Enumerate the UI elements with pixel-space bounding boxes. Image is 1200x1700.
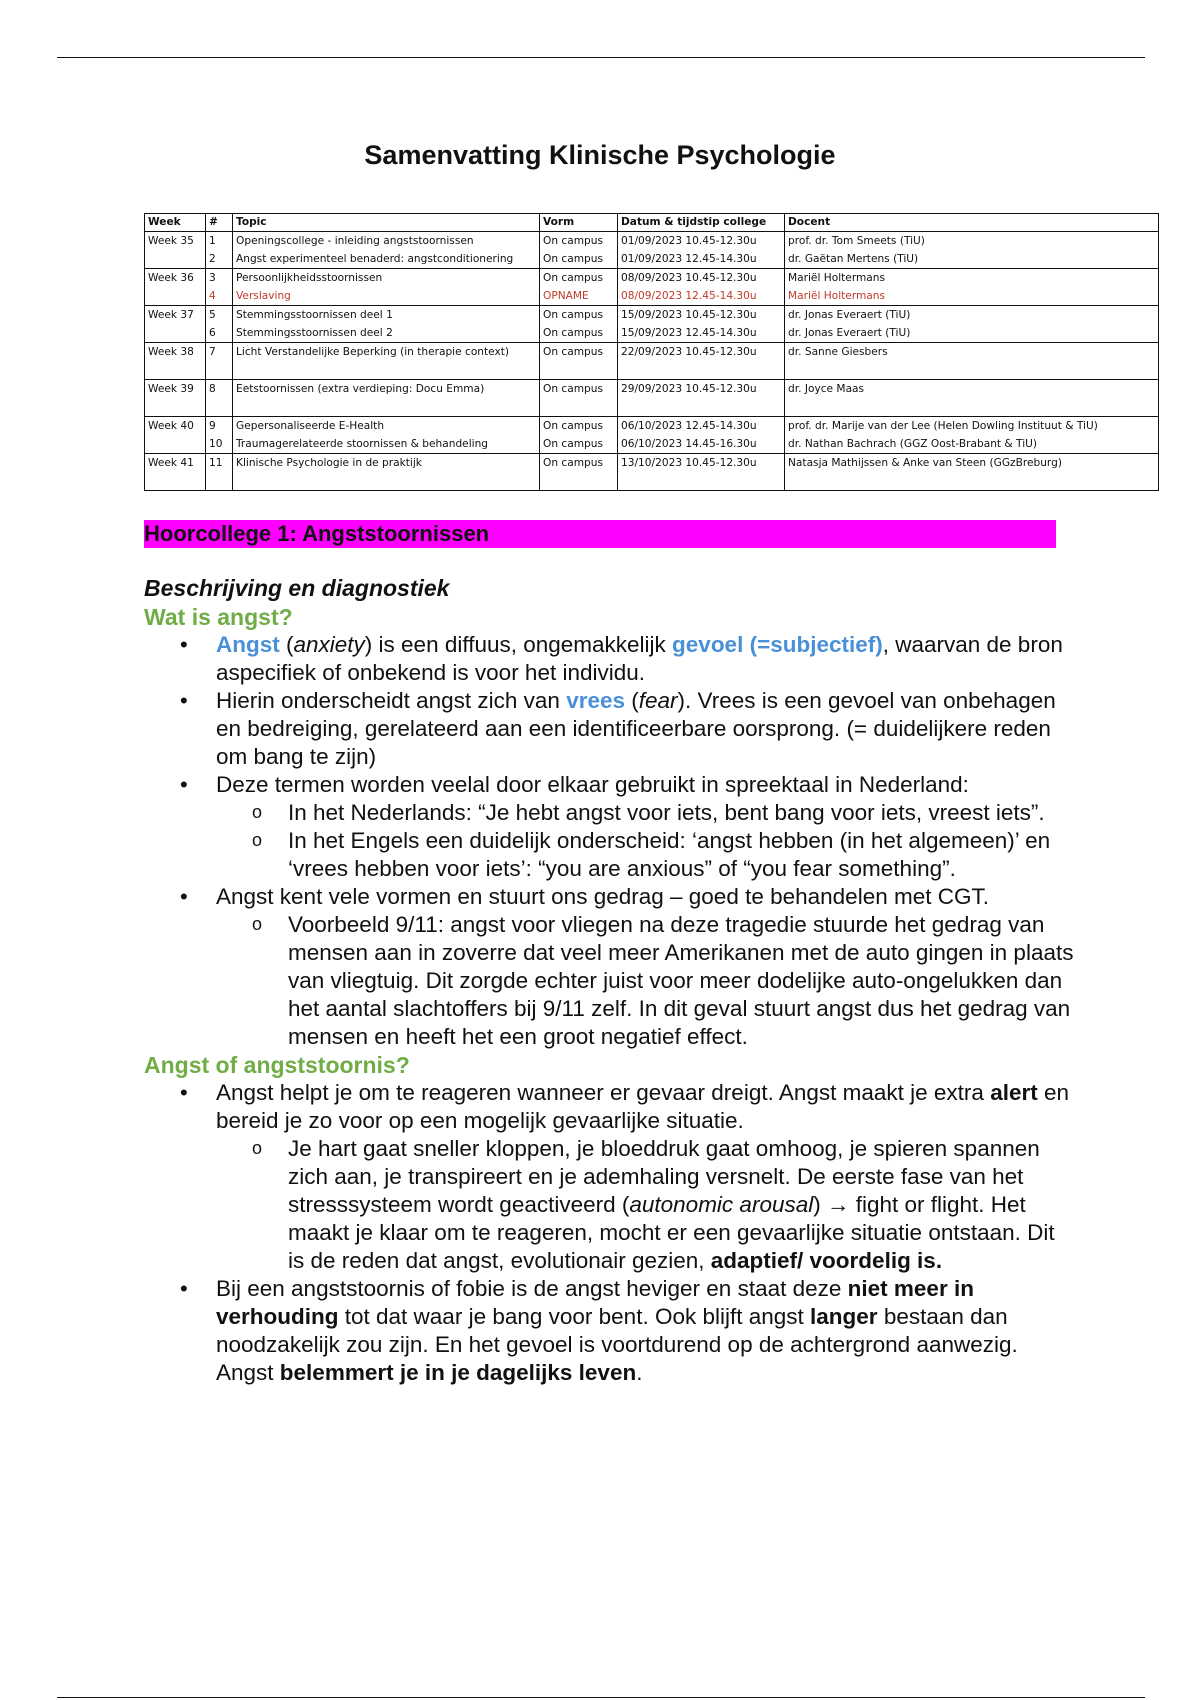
table-row [145, 343, 1159, 380]
cell-week: Week 38 [148, 346, 194, 358]
text: Angst helpt je om te reageren wanneer er gevaar dreigt. Angst maakt je extra [216, 1080, 991, 1105]
cell-num: 4 [209, 290, 216, 302]
sub-list-item: o In het Engels een duidelijk onderscheid: ‘angst hebben (in het algemeen)’ en ‘vrees hebben voor iets’: “you are anxious” of “you fear something”. [216, 827, 1074, 883]
subheading-angst-of-angststoornis: Angst of angststoornis? [144, 1052, 410, 1078]
cell-datum: 13/10/2023 10.45-12.30u [621, 457, 757, 469]
cell-vorm: On campus [543, 253, 604, 265]
cell-vorm: On campus [543, 309, 604, 321]
cell-docent: dr. Jonas Everaert (TiU) [788, 327, 911, 339]
term-adaptief: adaptief/ voordelig is. [710, 1248, 943, 1273]
cell-topic: Eetstoornissen (extra verdieping: Docu Emma) [236, 383, 485, 395]
cell-topic: Licht Verstandelijke Beperking (in therapie context) [236, 346, 510, 358]
cell-vorm: On campus [543, 457, 604, 469]
cell-topic: Stemmingsstoornissen deel 1 [236, 309, 393, 321]
cell-num: 8 [209, 383, 216, 395]
cell-num: 5 [209, 309, 216, 321]
sub-list-item: o In het Nederlands: “Je hebt angst voor iets, bent bang voor iets, vreest iets”. [216, 799, 1074, 827]
list-item [144, 687, 1074, 771]
cell-datum: 08/09/2023 12.45-14.30u [621, 290, 757, 302]
col-topic: Topic [233, 214, 540, 232]
cell-week: Week 41 [148, 457, 194, 469]
cell-datum: 01/09/2023 12.45-14.30u [621, 253, 757, 265]
cell-datum: 22/09/2023 10.45-12.30u [621, 346, 757, 358]
cell-docent: dr. Gaëtan Mertens (TiU) [788, 253, 919, 265]
cell-week: Week 36 [148, 272, 194, 284]
cell-num: 11 [209, 457, 223, 469]
term-belemmert: belemmert je in je dagelijks leven [279, 1360, 637, 1385]
schedule-table [144, 213, 1159, 491]
cell-docent: dr. Sanne Giesbers [788, 346, 888, 358]
text: Hierin onderscheidt angst zich van [216, 688, 567, 713]
term-fear: fear [638, 688, 678, 713]
sub-list [216, 799, 1074, 883]
cell-num: 7 [209, 346, 216, 358]
text: ( [279, 632, 294, 657]
cell-datum: 15/09/2023 12.45-14.30u [621, 327, 757, 339]
bullet-list [144, 1079, 1074, 1387]
col-num: # [206, 214, 233, 232]
cell-datum: 29/09/2023 10.45-12.30u [621, 383, 757, 395]
cell-week: Week 39 [148, 383, 194, 395]
table-row [145, 417, 1159, 454]
col-datum: Datum & tijdstip college [618, 214, 785, 232]
cell-topic: Verslaving [236, 290, 291, 302]
cell-docent: Mariël Holtermans [788, 290, 886, 302]
page-title: Samenvatting Klinische Psychologie [364, 140, 836, 170]
term-autonomic-arousal: autonomic arousal [629, 1192, 814, 1217]
cell-docent: Mariël Holtermans [788, 272, 886, 284]
sub-list [216, 911, 1074, 1051]
lecture-content [144, 573, 1074, 1387]
list-item [144, 1275, 1074, 1387]
cell-docent: dr. Joyce Maas [788, 383, 865, 395]
col-vorm: Vorm [540, 214, 618, 232]
cell-vorm: OPNAME [543, 290, 589, 302]
cell-topic: Persoonlijkheidsstoornissen [236, 272, 383, 284]
cell-docent: dr. Nathan Bachrach (GGZ Oost-Brabant & TiU) [788, 438, 1038, 450]
cell-vorm: On campus [543, 346, 604, 358]
term-langer: langer [810, 1304, 878, 1329]
text: . [636, 1360, 643, 1385]
term-gevoel: gevoel (=subjectief) [672, 632, 883, 657]
sub-list [216, 1135, 1074, 1275]
cell-datum: 15/09/2023 10.45-12.30u [621, 309, 757, 321]
cell-vorm: On campus [543, 235, 604, 247]
table-row [145, 306, 1159, 343]
text: bestaan dan noodzakelijk zou zijn. En het gevoel is voortdurend op de achtergrond aanwezig. Angst [216, 1304, 1018, 1385]
cell-topic: Angst experimenteel benaderd: angstconditionering [236, 253, 514, 265]
cell-datum: 01/09/2023 10.45-12.30u [621, 235, 757, 247]
cell-num: 2 [209, 253, 216, 265]
text: Angst kent vele vormen en stuurt ons gedrag – goed te behandelen met CGT. [216, 884, 989, 909]
cell-docent: prof. dr. Tom Smeets (TiU) [788, 235, 925, 247]
term-niet-meer-in-verhouding: niet meer in verhouding [216, 1276, 974, 1329]
bullet-list [144, 631, 1074, 1051]
cell-docent: dr. Jonas Everaert (TiU) [788, 309, 911, 321]
term-vrees: vrees [566, 688, 626, 713]
lecture-title: Hoorcollege 1: Angststoornissen [144, 520, 1056, 548]
text: , waarvan de bron aspecifiek of onbekend is voor het individu. [216, 632, 1063, 685]
list-item [144, 631, 1074, 687]
cell-vorm: On campus [543, 383, 604, 395]
list-item [144, 1079, 1074, 1275]
cell-week: Week 37 [148, 309, 194, 321]
term-angst: Angst [216, 632, 280, 657]
cell-datum: 06/10/2023 14.45-16.30u [621, 438, 757, 450]
cell-topic: Stemmingsstoornissen deel 2 [236, 327, 393, 339]
table-row [145, 232, 1159, 269]
header-rule [57, 57, 1145, 58]
cell-week: Week 35 [148, 235, 194, 247]
table-row [145, 454, 1159, 491]
cell-vorm: On campus [543, 327, 604, 339]
text: ( [625, 688, 639, 713]
text: Deze termen worden veelal door elkaar gebruikt in spreektaal in Nederland: [216, 772, 969, 797]
cell-vorm: On campus [543, 438, 604, 450]
text: ). Vrees is een gevoel van onbehagen en bedreiging, gerelateerd aan een identificeerbare oorsprong. (= duidelijkere reden om bang te zijn) [216, 688, 1056, 769]
cell-docent: prof. dr. Marije van der Lee (Helen Dowling Instituut & TiU) [788, 420, 1098, 432]
list-item [144, 771, 1074, 883]
cell-num: 9 [209, 420, 216, 432]
cell-datum: 08/09/2023 10.45-12.30u [621, 272, 757, 284]
cell-num: 10 [209, 438, 223, 450]
text: tot dat waar je bang voor bent. Ook blijft angst [338, 1304, 811, 1329]
text: Bij een angststoornis of fobie is de angst heviger en staat deze [216, 1276, 848, 1301]
term-alert: alert [990, 1080, 1038, 1105]
section-heading: Beschrijving en diagnostiek [144, 575, 450, 601]
col-docent: Docent [785, 214, 1159, 232]
sub-list-item: o Voorbeeld 9/11: angst voor vliegen na deze tragedie stuurde het gedrag van mensen aan in zoverre dat veel meer Amerikanen met de auto gingen in plaats van vliegtuig. Dit zorgde echter juist voor meer dodelijke auto-ongelukken dan het aantal slachtoffers bij 9/11 zelf. In dit geval stuurt angst dus het gedrag van mensen en heeft het een groot negatief effect. [216, 911, 1074, 1051]
cell-topic: Gepersonaliseerde E-Health [236, 420, 385, 432]
table-row [145, 269, 1159, 306]
cell-docent: Natasja Mathijssen & Anke van Steen (GGzBreburg) [788, 457, 1062, 469]
text: ) → fight or flight. Het maakt je klaar om te reageren, mocht er een gevaarlijke situatie ontstaan. Dit is de reden dat angst, evolutionair gezien, [288, 1192, 1055, 1273]
sub-list-item [216, 1135, 1074, 1275]
text: Je hart gaat sneller kloppen, je bloeddruk gaat omhoog, je spieren spannen zich aan, je transpireert en je ademhaling versnelt. De eerste fase van het stresssysteem wordt geactiveerd ( [288, 1136, 1040, 1217]
cell-topic: Traumagerelateerde stoornissen & behandeling [236, 438, 489, 450]
cell-vorm: On campus [543, 272, 604, 284]
text: en bereid je zo voor op een mogelijk gevaarlijke situatie. [216, 1080, 1069, 1133]
cell-datum: 06/10/2023 12.45-14.30u [621, 420, 757, 432]
table-row [145, 380, 1159, 417]
term-anxiety: anxiety [293, 632, 365, 657]
cell-num: 1 [209, 235, 216, 247]
table-header-row [145, 214, 1159, 232]
cell-vorm: On campus [543, 420, 604, 432]
text: ) is een diffuus, ongemakkelijk [364, 632, 673, 657]
cell-num: 6 [209, 327, 216, 339]
cell-week: Week 40 [148, 420, 194, 432]
footer-rule [57, 1697, 1145, 1698]
subheading-wat-is-angst: Wat is angst? [144, 604, 293, 630]
cell-topic: Klinische Psychologie in de praktijk [236, 457, 422, 469]
col-week: Week [145, 214, 206, 232]
cell-topic: Openingscollege - inleiding angststoornissen [236, 235, 474, 247]
cell-num: 3 [209, 272, 216, 284]
list-item [144, 883, 1074, 1051]
